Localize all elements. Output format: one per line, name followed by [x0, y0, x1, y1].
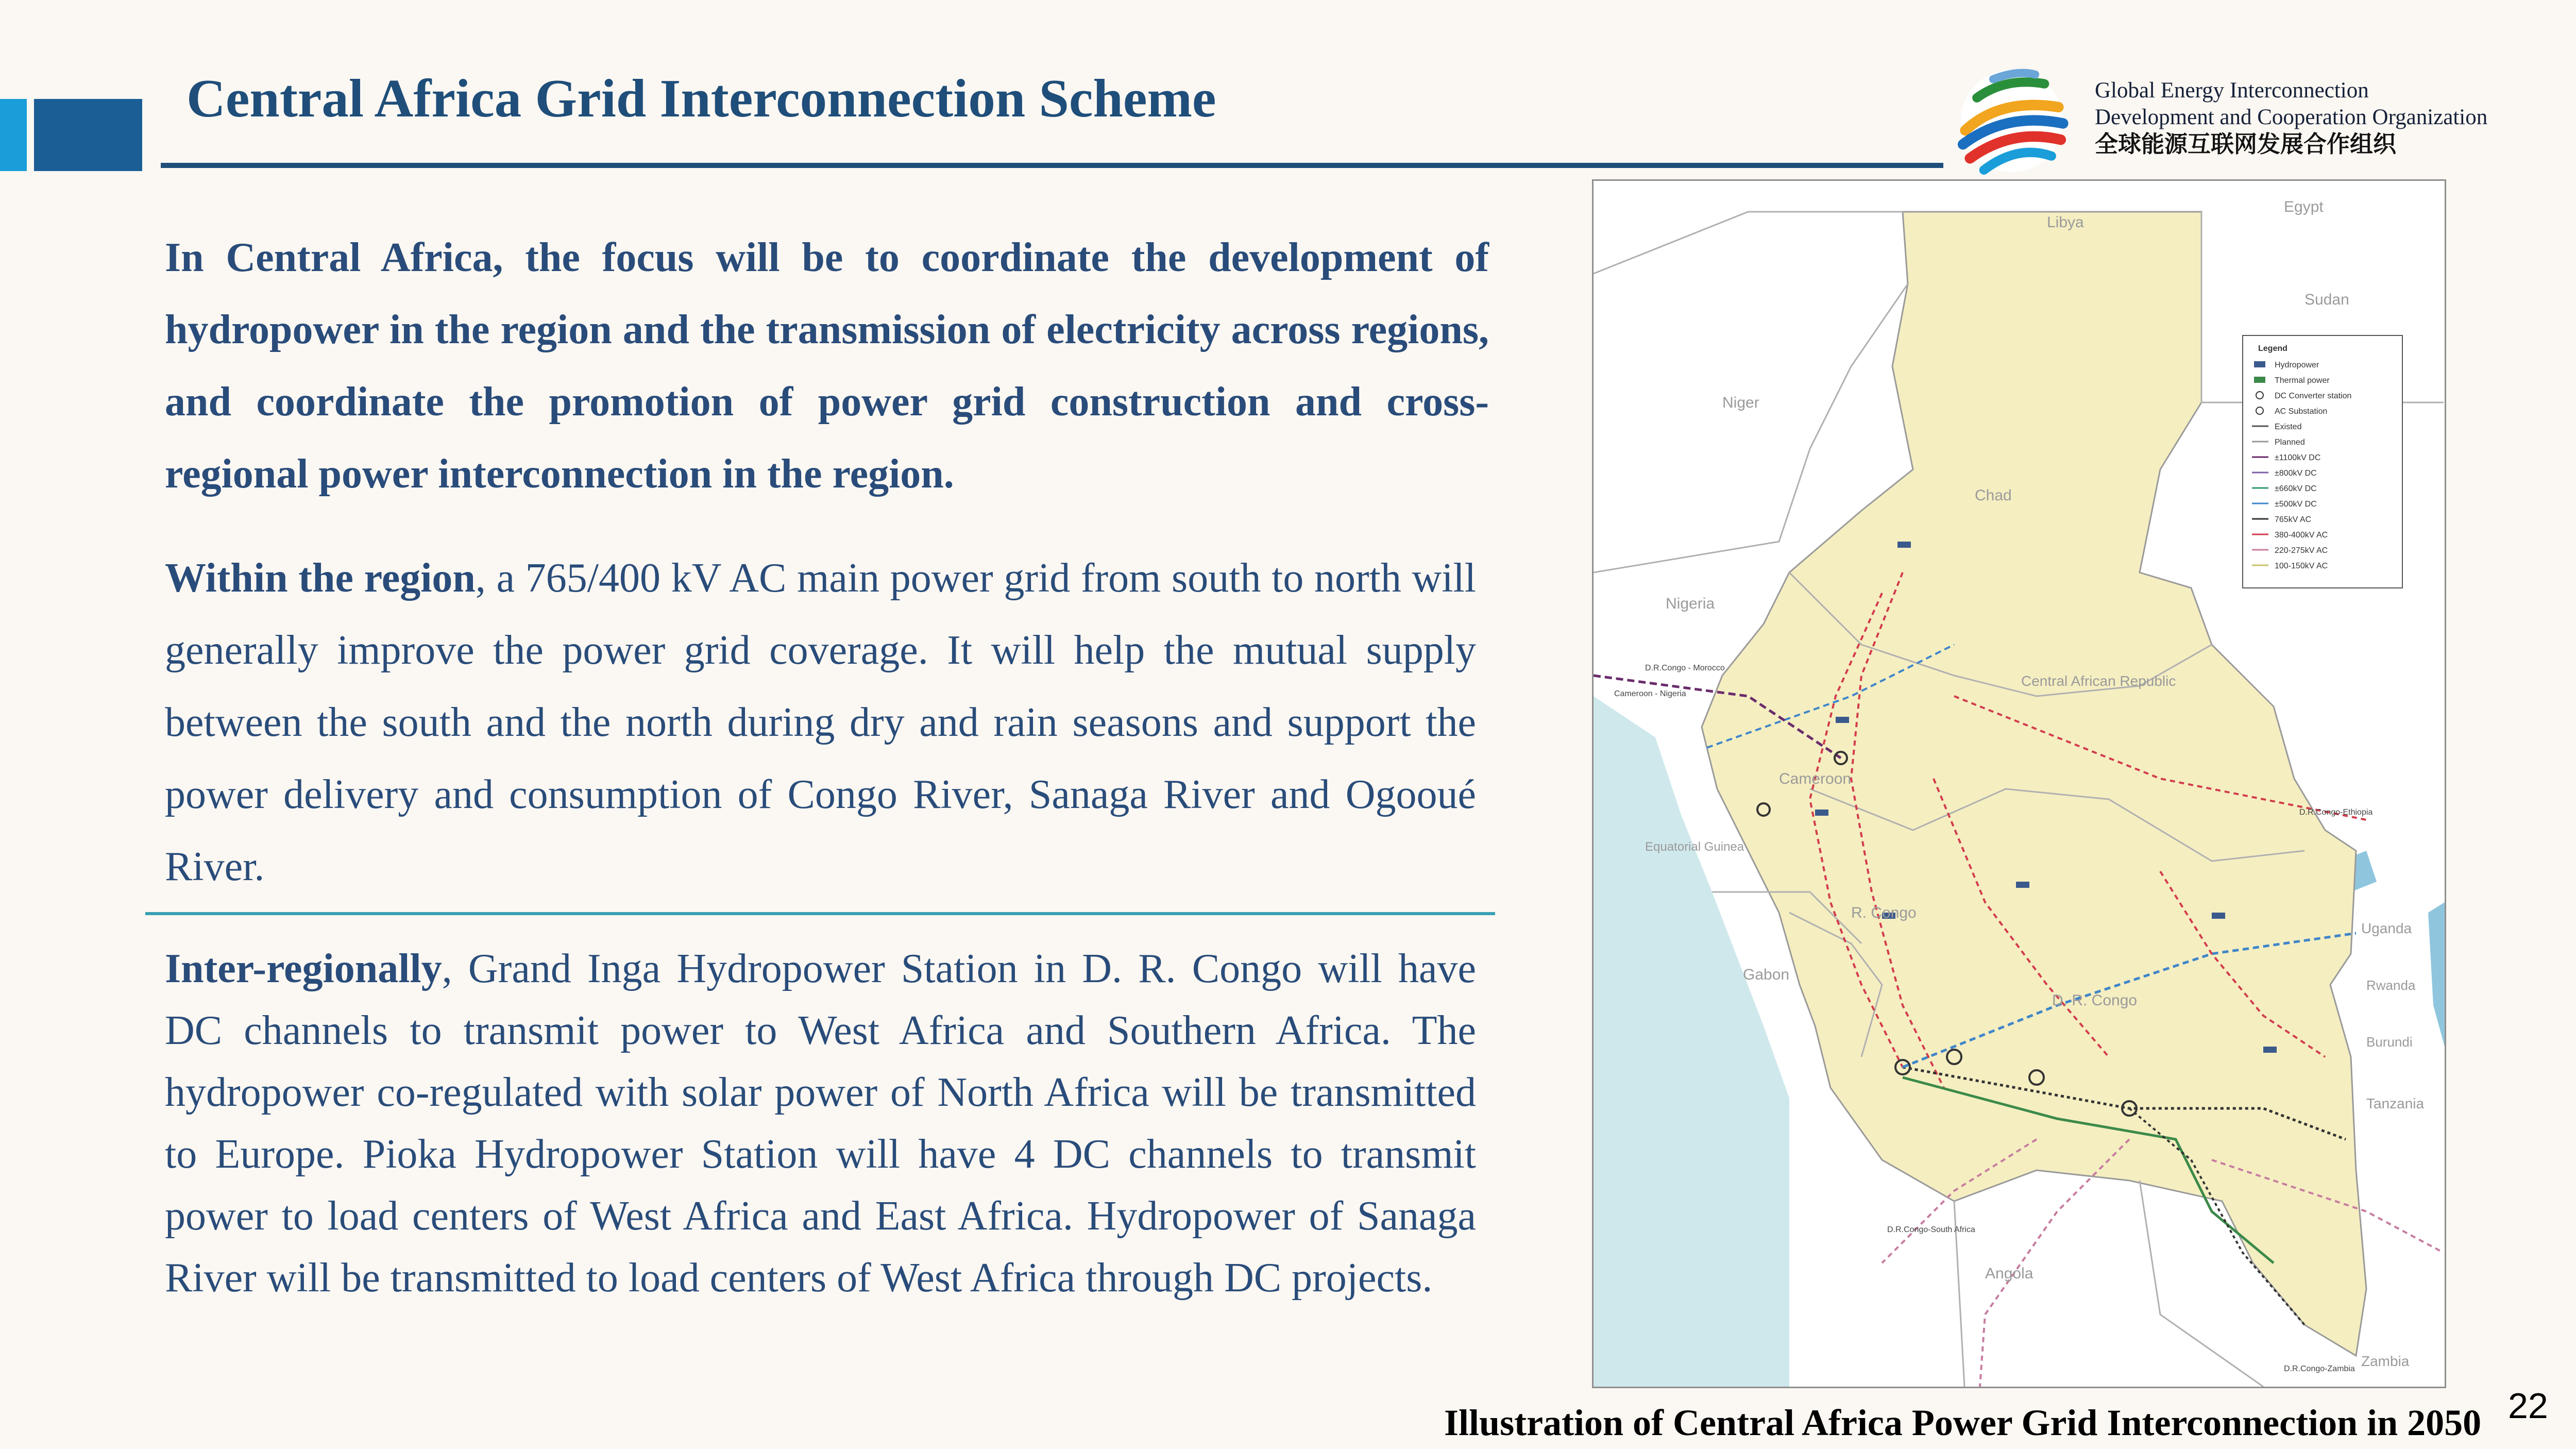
label-angola: Angola — [1985, 1265, 2033, 1282]
label-uganda: Uganda — [2361, 920, 2412, 936]
legend-item-label: Existed — [2275, 423, 2302, 431]
legend-swatch — [2254, 361, 2265, 367]
link-label-drc-zambia: D.R.Congo-Zambia — [2284, 1364, 2355, 1373]
page-title: Central Africa Grid Interconnection Scheme — [187, 68, 1216, 128]
organization-name — [2095, 77, 2487, 158]
intro-paragraph: In Central Africa, the focus will be to coordinate the development of hydropower in the region and the transmission of electricity across regions, and coordinate the promotion of power grid construction and cross-regional power interconnection in the region. — [165, 235, 1489, 497]
label-gabon: Gabon — [1743, 966, 1790, 983]
label-cameroon: Cameroon — [1779, 770, 1852, 787]
label-car: Central African Republic — [2021, 673, 2176, 689]
label-zambia: Zambia — [2361, 1353, 2410, 1369]
legend-item-label: Hydropower — [2275, 361, 2319, 369]
map-legend — [2243, 335, 2402, 588]
legend-item-label: ±660kV DC — [2275, 484, 2317, 493]
legend-item-label: ±800kV DC — [2275, 469, 2317, 478]
label-eq-guinea: Equatorial Guinea — [1645, 840, 1744, 854]
map-graphic — [1594, 181, 2445, 1387]
legend-item-label: AC Substation — [2275, 407, 2328, 416]
legend-title: Legend — [2258, 344, 2287, 353]
label-libya: Libya — [2047, 214, 2084, 231]
link-label-cameroon-nigeria: Cameroon - Nigeria — [1614, 689, 1686, 698]
link-label-drc-south-africa: D.R.Congo-South Africa — [1887, 1225, 1975, 1234]
legend-item-label: DC Converter station — [2275, 392, 2352, 400]
label-rwanda: Rwanda — [2366, 978, 2416, 993]
inter-regional-paragraph — [165, 938, 1476, 1309]
header-accent-dark — [34, 99, 142, 171]
label-tanzania: Tanzania — [2366, 1096, 2425, 1111]
link-label-drc-ethiopia: D.R.Congo-Ethiopia — [2299, 808, 2373, 817]
legend-item-label: 100-150kV AC — [2275, 562, 2328, 570]
label-dr-congo: D. R. Congo — [2052, 992, 2138, 1009]
legend-item-label: Thermal power — [2275, 376, 2330, 385]
inter-regional-lead: Inter-regionally — [165, 946, 442, 991]
legend-item-label: 380-400kV AC — [2275, 531, 2328, 540]
label-r-congo: R. Congo — [1851, 904, 1917, 921]
legend-item-label: ±1100kV DC — [2275, 453, 2321, 462]
page-number: 22 — [2508, 1386, 2548, 1426]
title-underline — [161, 163, 1943, 168]
label-egypt: Egypt — [2284, 198, 2324, 215]
header-accent-light — [0, 99, 27, 171]
within-region-lead: Within the region — [165, 555, 476, 601]
legend-item-label: 765kV AC — [2275, 515, 2312, 524]
org-name-en-line2: Development and Cooperation Organization — [2095, 105, 2488, 129]
legend-swatch — [2254, 377, 2265, 383]
org-name-en-line1: Global Energy Interconnection — [2095, 78, 2369, 103]
link-label-drc-morocco: D.R.Congo - Morocco — [1645, 664, 1725, 672]
within-region-paragraph — [165, 542, 1476, 903]
label-burundi: Burundi — [2366, 1034, 2413, 1050]
label-sudan: Sudan — [2304, 291, 2349, 308]
label-nigeria: Nigeria — [1666, 595, 1715, 612]
org-name-cn: 全球能源互联网发展合作组织 — [2095, 130, 2397, 158]
map-caption: Illustration of Central Africa Power Grid Interconnection in 2050 — [1444, 1402, 2482, 1443]
geidco-logo — [1954, 63, 2070, 179]
label-niger: Niger — [1722, 394, 1759, 411]
inter-regional-body: , Grand Inga Hydropower Station in D. R. Congo will have DC channels to transmit power to West Africa and Southern Africa. The hydropower co-regulated with solar power of North Africa will be transmitted to Europe. Pioka Hydropower Station will have 4 DC channels to transmit power to load centers of West Africa and East Africa. Hydropower of Sanaga River will be transmitted to load centers of West Africa through DC projects. — [165, 946, 1476, 1301]
label-chad: Chad — [1975, 487, 2012, 504]
legend-item-label: ±500kV DC — [2275, 500, 2317, 509]
section-divider — [145, 912, 1495, 915]
within-region-body: , a 765/400 kV AC main power grid from south to north will generally improve the power grid coverage. It will help the mutual supply between the south and the north during dry and rain seasons and support the power delivery and consumption of Congo River, Sanaga River and Ogooué River. — [165, 555, 1476, 889]
grid-interconnection-map — [1592, 179, 2446, 1388]
legend-item-label: 220-275kV AC — [2275, 546, 2328, 555]
legend-item-label: Planned — [2275, 438, 2305, 447]
